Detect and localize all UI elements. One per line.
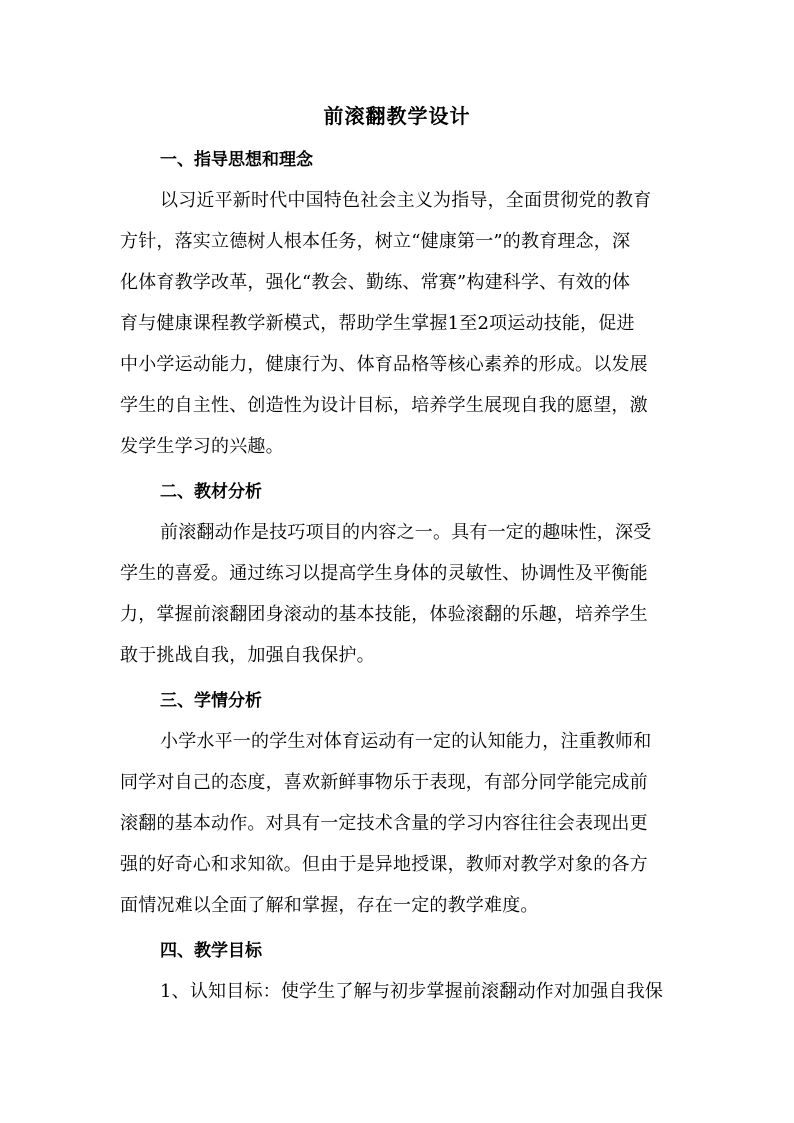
paragraph-line: 敢于挑战自我，加强自我保护。: [120, 645, 375, 666]
paragraph-line: 滚翻的基本动作。对具有一定技术含量的学习内容往往会表现出更: [120, 813, 648, 834]
paragraph-line: 1、认知目标：使学生了解与初步掌握前滚翻动作对加强自我保: [160, 981, 664, 1002]
paragraph-line: 中小学运动能力，健康行为、体育品格等核心素养的形成。以发展: [120, 354, 648, 375]
section-heading-teaching-objectives: 四、教学目标: [160, 941, 262, 961]
section-heading-student-analysis: 三、学情分析: [160, 691, 262, 711]
paragraph-line: 强的好奇心和求知欲。但由于是异地授课，教师对教学对象的各方: [120, 854, 648, 875]
section-heading-textbook-analysis: 二、教材分析: [160, 482, 262, 502]
paragraph-line: 同学对自己的态度，喜欢新鲜事物乐于表现，有部分同学能完成前: [120, 772, 648, 793]
paragraph-line: 方针，落实立德树人根本任务，树立“健康第一”的教育理念，深: [120, 231, 631, 252]
document-title: 前滚翻教学设计: [323, 104, 471, 128]
paragraph-line: 发学生学习的兴趣。: [120, 436, 284, 457]
paragraph-line: 以习近平新时代中国特色社会主义为指导，全面贯彻党的教育: [160, 190, 652, 211]
paragraph-line: 育与健康课程教学新模式，帮助学生掌握1至2项运动技能，促进: [120, 313, 635, 334]
paragraph-line: 化体育教学改革，强化“教会、勤练、常赛”构建科学、有效的体: [120, 272, 631, 293]
section-heading-guiding-ideology: 一、指导思想和理念: [160, 150, 313, 170]
paragraph-line: 学生的喜爱。通过练习以提高学生身体的灵敏性、协调性及平衡能: [120, 563, 648, 584]
paragraph-line: 面情况难以全面了解和掌握，存在一定的教学难度。: [120, 895, 539, 916]
paragraph-line: 学生的自主性、创造性为设计目标，培养学生展现自我的愿望，激: [120, 395, 648, 416]
paragraph-line: 前滚翻动作是技巧项目的内容之一。具有一定的趣味性，深受: [160, 522, 652, 543]
paragraph-line: 小学水平一的学生对体育运动有一定的认知能力，注重教师和: [160, 731, 652, 752]
paragraph-line: 力，掌握前滚翻团身滚动的基本技能，体验滚翻的乐趣，培养学生: [120, 604, 648, 625]
